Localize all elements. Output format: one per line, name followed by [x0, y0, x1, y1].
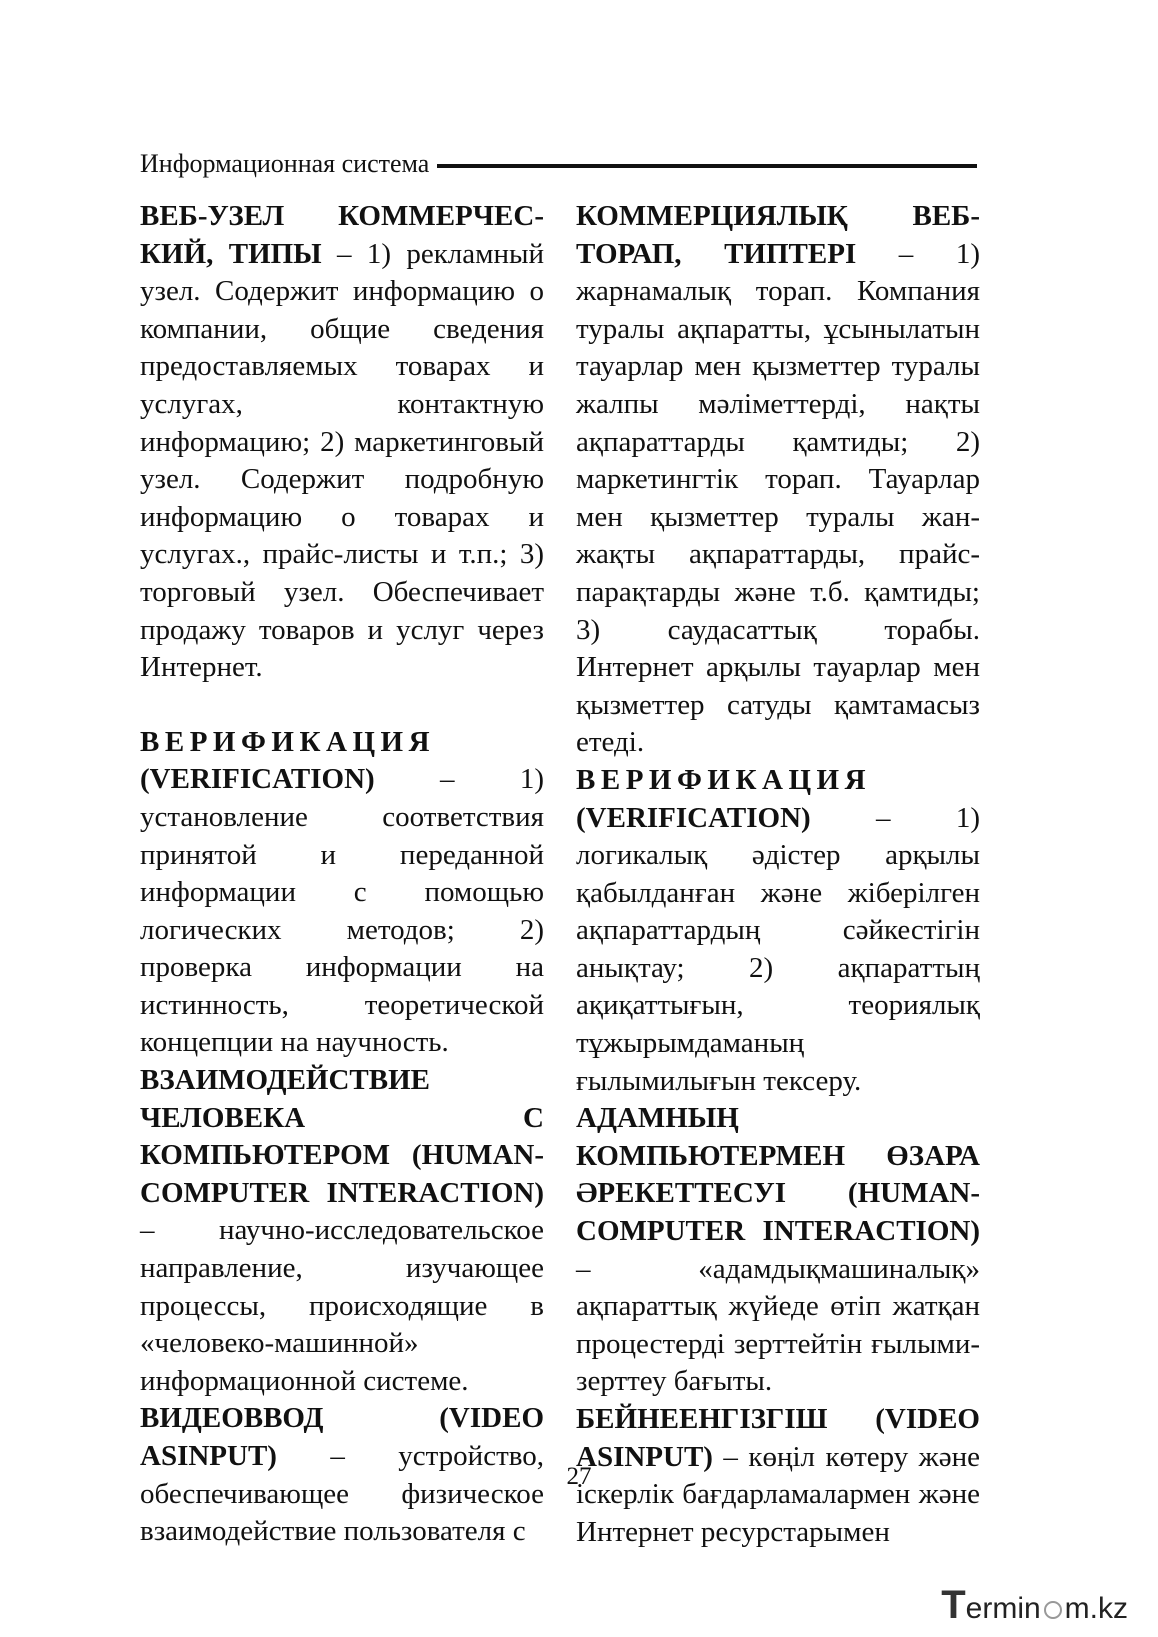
watermark-text-part2: m.kz — [1064, 1592, 1128, 1625]
entry-definition: – 1) логикалық әдістер арқылы қабылданған және жіберілген ақпараттардың сәйкестігін анықтау; 2) ақпараттың ақиқаттығын, теориялық тұжырымдаманың ғылымилығын тексеру. — [576, 801, 980, 1097]
running-header-title: Информационная система — [140, 149, 430, 178]
entry-term: БЕЙНЕЕНГІЗГІШ (VIDEO ASINPUT) — [576, 1403, 980, 1473]
entry-kz-hci — [576, 1100, 980, 1401]
header-rule — [437, 164, 977, 168]
entry-term: КОММЕРЦИЯЛЫҚ ВЕБ-ТОРАП, ТИПТЕРІ — [576, 200, 980, 270]
entry-ru-hci — [140, 1062, 544, 1400]
entry-term: (VERIFICATION) — [140, 763, 375, 796]
entry-term: ВИДЕОВВОД (VIDEO ASINPUT) — [140, 1402, 544, 1472]
russian-column — [140, 198, 544, 1551]
entry-term-spaced: ВЕРИФИКАЦИЯ — [576, 763, 872, 796]
entry-kz-web-node — [576, 198, 980, 762]
entry-term: ВЕБ-УЗЕЛ КОММЕРЧЕС-КИЙ, ТИПЫ — [140, 200, 544, 270]
watermark-text-part1: ermin — [965, 1592, 1041, 1625]
entry-kz-verification — [576, 762, 980, 1100]
entry-definition: – көңіл көтеру және іскерлік бағдарламалармен және Интернет ресурстарымен — [576, 1440, 980, 1548]
entry-definition: – 1) жарнамалық торап. Компания туралы ақпаратты, ұсынылатын тауарлар мен қызметтер туралы жалпы мәліметтерді, нақты ақпараттарды қамтиды; 2) маркетингтік торап. Тауарлар мен қызметтер туралы жан-жақты ақпараттарды, прайс-парақтарды және т.б. қамтиды; 3) саудасаттық торабы. Интернет арқылы тауарлар мен қызметтер сатуды қамтамасыз етеді. — [576, 237, 980, 759]
entry-definition: – научно-исследовательское направление, изучающее процессы, происходящие в «человеко-машинной» информационной системе. — [140, 1214, 544, 1397]
magnifier-icon — [1044, 1601, 1062, 1619]
entry-ru-verification — [140, 724, 544, 1062]
entry-term: АДАМНЫҢ КОМПЬЮТЕРМЕН ӨЗАРА ӘРЕКЕТТЕСУІ (HUMAN-COMPUTER INTERACTION) — [576, 1102, 980, 1248]
entry-definition: – «адамдықмашиналық» ақпараттық жүйеде өтіп жатқан процестерді зерттейтін ғылыми-зерттеу бағыты. — [576, 1252, 980, 1398]
entry-term: (VERIFICATION) — [576, 801, 811, 834]
entry-ru-web-node — [140, 198, 544, 687]
entry-definition: – устройство, обеспечивающее физическое взаимодействие пользователя с — [140, 1440, 544, 1548]
entry-definition: – 1) рекламный узел. Содержит информацию о компании, общие сведения предоставляемых товарах и услугах, контактную информацию; 2) маркетинговый узел. Содержит подробную информацию о товарах и услугах., прайс-листы и т.п.; 3) торговый узел. Обеспечивает продажу товаров и услуг через Интернет. — [140, 237, 545, 684]
termincom-watermark-logo — [941, 1583, 1128, 1627]
running-header — [140, 148, 977, 180]
kazakh-column — [576, 198, 980, 1551]
entry-definition: – 1) установление соответствия принятой и переданной информации с помощью логических методов; 2) проверка информации на истинность, теоретической концепции на научность. — [140, 763, 544, 1059]
entry-term: ВЗАИМОДЕЙСТВИЕ ЧЕЛОВЕКА С КОМПЬЮТЕРОМ (HUMAN-COMPUTER INTERACTION) — [140, 1064, 544, 1209]
page-number: 27 — [566, 1463, 592, 1490]
watermark-letter-t: T — [941, 1583, 966, 1627]
entry-term-spaced: ВЕРИФИКАЦИЯ — [140, 725, 436, 758]
